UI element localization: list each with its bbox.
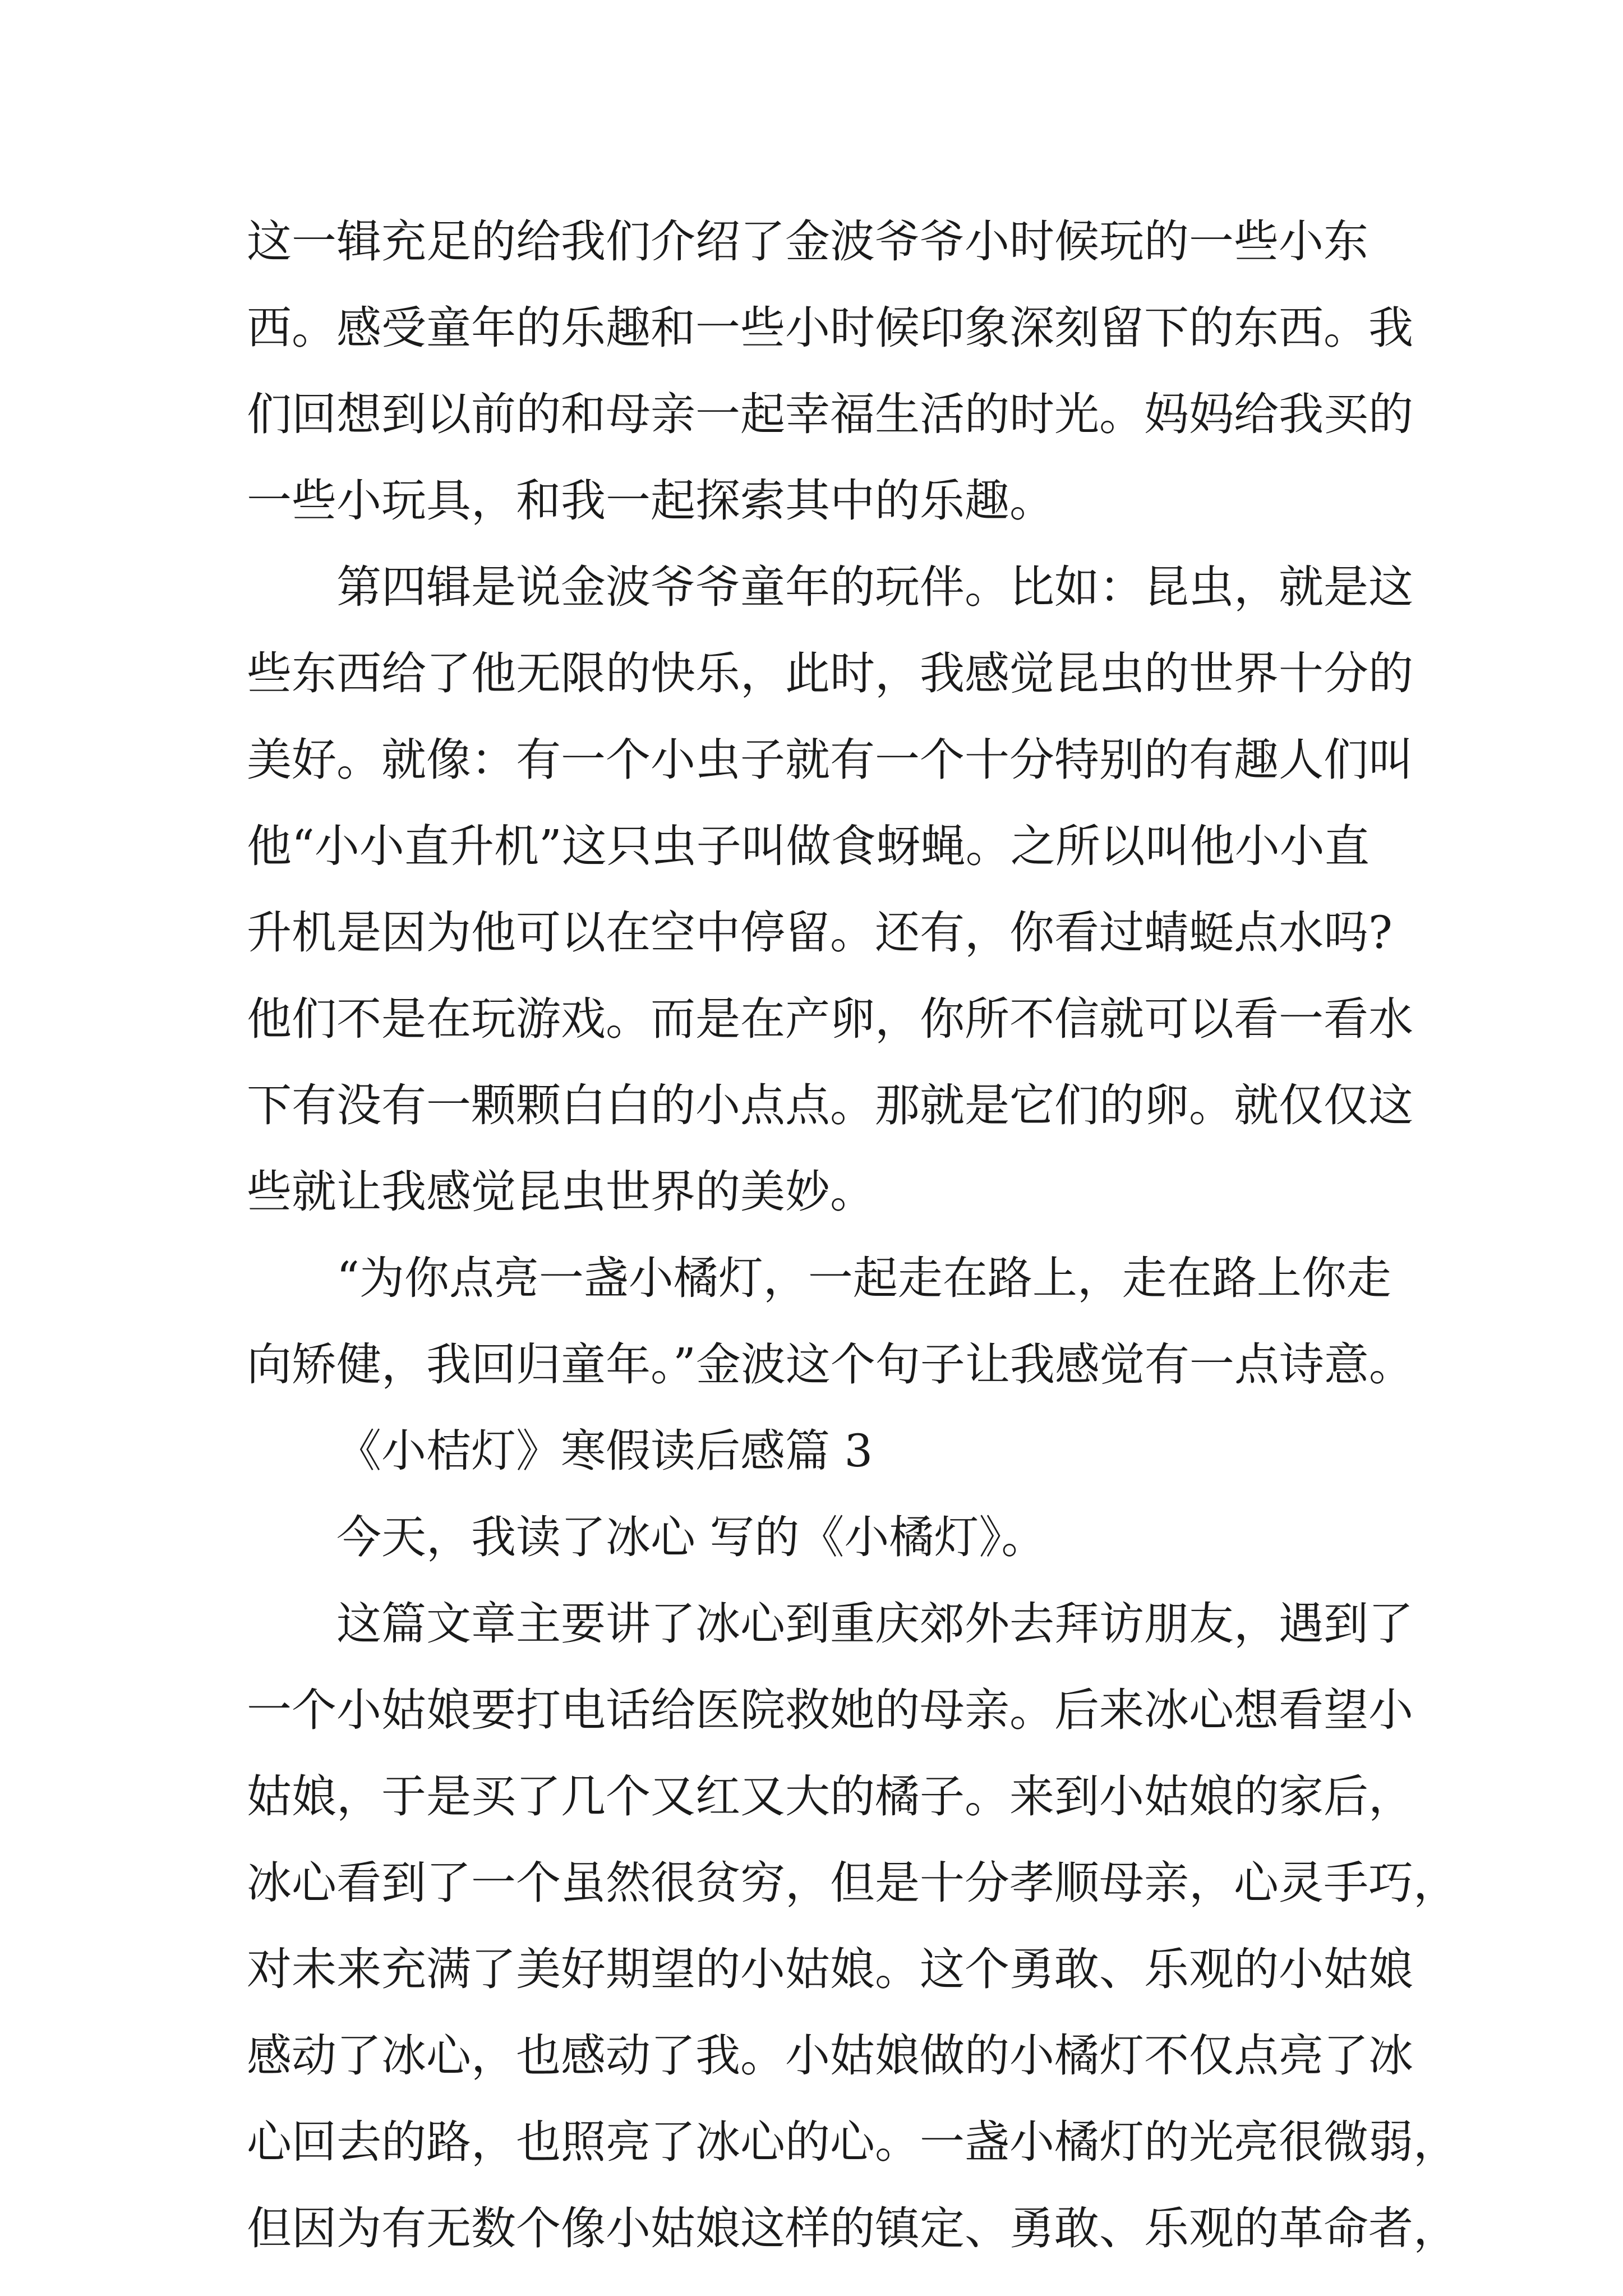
paragraph-first-line: 今天，我读了冰心 写的《小橘灯》。 [336,1511,1046,1563]
text-line: 们回想到以前的和母亲一起幸福生活的时光。妈妈给我买的 [247,388,1413,440]
paragraph-first-line: 这篇文章主要讲了冰心到重庆郊外去拜访朋友，遇到了 [336,1598,1413,1650]
text-line: 姑娘，于是买了几个又红又大的橘子。来到小姑娘的家后， [247,1770,1413,1823]
text-line: 心回去的路，也照亮了冰心的心。一盏小橘灯的光亮很微弱， [247,2116,1458,2168]
paragraph-first-line: 第四辑是说金波爷爷童年的玩伴。比如：昆虫，就是这 [336,561,1413,613]
paragraph-first-line: “为你点亮一盏小橘灯，一起走在路上，走在路上你走 [336,1252,1391,1304]
text-line: 他们不是在玩游戏。而是在产卵，你所不信就可以看一看水 [247,993,1413,1045]
text-line: 感动了冰心，也感动了我。小姑娘做的小橘灯不仅点亮了冰 [247,2030,1413,2082]
text-line: 些东西给了他无限的快乐，此时，我感觉昆虫的世界十分的 [247,647,1413,700]
text-line: 些就让我感觉昆虫世界的美妙。 [247,1166,875,1218]
text-line: 这一辑充足的给我们介绍了金波爷爷小时候玩的一些小东 [247,215,1368,268]
text-line: 西。感受童年的乐趣和一些小时候印象深刻留下的东西。我 [247,302,1413,354]
text-line: 但因为有无数个像小姑娘这样的镇定、勇敢、乐观的革命者， [247,2202,1458,2254]
text-line: 下有没有一颗颗白白的小点点。那就是它们的卵。就仅仅这 [247,1079,1413,1131]
section-heading: 《小桔灯》寒假读后感篇 3 [336,1425,873,1477]
text-line: 他“小小直升机”这只虫子叫做食蚜蝇。之所以叫他小小直 [247,820,1370,872]
text-line: 对未来充满了美好期望的小姑娘。这个勇敢、乐观的小姑娘 [247,1943,1413,1995]
text-line: 升机是因为他可以在空中停留。还有，你看过蜻蜓点水吗? [247,907,1393,959]
text-line: 向矫健，我回归童年。”金波这个句子让我感觉有一点诗意。 [247,1338,1414,1391]
text-line: 冰心看到了一个虽然很贫穷，但是十分孝顺母亲，心灵手巧， [247,1857,1458,1909]
text-line: 一个小姑娘要打电话给医院救她的母亲。后来冰心想看望小 [247,1684,1413,1736]
text-line: 美好。就像：有一个小虫子就有一个十分特别的有趣人们叫 [247,734,1413,786]
text-line: 一些小玩具，和我一起探索其中的乐趣。 [247,475,1054,527]
